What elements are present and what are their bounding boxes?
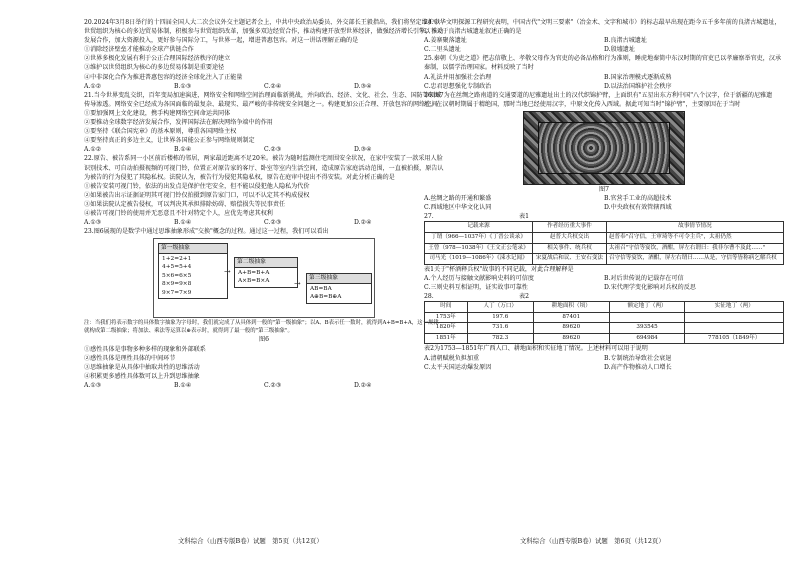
table-cell: 赵普奉"召守信，王审琦等不可令主兵"，太祖仍然 — [606, 232, 783, 243]
page-footer-right: 文科综合（山西专版B卷）试题 第6页（共12页） — [520, 537, 665, 545]
q21-item: ①要加强网上文化建设，携手构建网络空间命运共同体 — [84, 109, 231, 117]
q27-title: 27. 表1 — [424, 213, 529, 221]
q20-stem: 20.2024年3月8日举行的十四届全国人大二次会议外交主题记者会上，中共中央政治局委员、外交部长王毅指出，我们将坚定维护以世贸组织为核心的多边贸易体制，积极参与世贸组织改革，加强多双边经贸合作，推动构建开放型世界经济，做强经济增长引擎，推动发展合作，加大资源投入，更好参与国际分工，与世界一起，增进普惠包容。对这一讲话理解正确的是 — [84, 19, 444, 45]
option: C.②③ — [264, 146, 282, 154]
figure-6-caption: 图6 — [259, 336, 269, 344]
option: D.②④ — [354, 219, 372, 227]
option: B.①④ — [174, 381, 192, 389]
option: B.官营手工业的高超技术 — [604, 195, 672, 203]
option: C.三则史料互相证明，证实故事可靠性 — [424, 283, 528, 291]
table-row — [425, 232, 784, 243]
option: D.殷墟遗址 — [604, 46, 635, 54]
table-cell: 87401 — [533, 312, 609, 323]
q20-options — [84, 82, 444, 91]
table-cell: 王曾（978—1038年）《王文正公笔录》 — [425, 243, 533, 254]
option: A.个人经历与接触文献影响史料的可信度 — [424, 274, 534, 282]
q22-options — [84, 218, 444, 227]
q21-item: ②要推动全球数字经济发展合作，发挥国际法在解决网络争端中的作用 — [84, 119, 273, 127]
table-cell: 赵普大兵权交出 — [533, 232, 607, 243]
option: C.②③ — [264, 219, 282, 227]
table-cell — [685, 323, 784, 334]
option: B.国家治理模式逐渐成熟 — [604, 73, 672, 81]
table-header: 实征地丁（两） — [685, 302, 784, 313]
q23-item: ①感性具体是事物多种多样的现象和外部联系 — [84, 345, 206, 353]
q28-title: 28. 表2 — [424, 292, 529, 300]
option: D.②④ — [354, 381, 372, 389]
option: B.①④ — [174, 146, 192, 154]
q25-options — [424, 73, 784, 91]
table-header: 人丁（万口） — [467, 302, 533, 313]
table-cell — [609, 312, 685, 323]
option: B.①③ — [174, 82, 192, 90]
table-row — [425, 254, 784, 265]
option: A.礼法并用加强社会治理 — [424, 73, 492, 81]
option: A.清朝赋税负担加重 — [424, 354, 480, 362]
table-row — [425, 333, 784, 344]
q21-options — [84, 145, 444, 154]
option: C.忠君思想强化专制政治 — [424, 82, 492, 90]
table-row — [425, 323, 784, 334]
option: B.专制统治导致社会衰退 — [604, 354, 672, 362]
q22-item: ③如果法院认定被告侵权，可以判决其承担排除妨碍、赔偿损失等民事责任 — [84, 200, 286, 208]
table-1 — [424, 221, 784, 264]
table-cell: 宋夏战后和议、王安石变法 — [533, 254, 607, 265]
q20-item: ④中非深化合作为推进普惠包容的经济全球化注入了正能量 — [84, 73, 243, 81]
table-2 — [424, 301, 784, 344]
q21-item: ③要坚持《联合国宪章》的基本原则，尊重各国网络主权 — [84, 128, 237, 136]
option: C.西域地区中华文化认同 — [424, 204, 492, 212]
q27-options — [424, 274, 784, 292]
q22-stem: 22.原告、被告系同一小区前后楼栋的邻居，两家最近距离不足20米。被告为随时监测住宅周围安全状况，在家中安装了一款采用人脸识别技术、可自动拍摄视频的可视门铃，位置正对原告家的客厅、卧室等室内生活空间，造成原告家庭活动范围，一直被拍摄，原告认为被告的行为侵犯了其隐私权。法院认为，被告行为侵犯其隐私权，原告在庭审中提出不得安装。对此分析正确的是 — [84, 155, 444, 181]
table-cell: 1820年 — [425, 323, 468, 334]
q24-stem: 24.中华文明探源工程研究表明，中国古代"文明三要素"（冶金术、文字和城市）的标志最早出现在距今五千多年前的良渚古城遗址，以下关于良渚古城遗址叙述正确的是 — [424, 19, 781, 36]
brocade-arm-guard-image — [523, 111, 685, 185]
option: C.②④ — [264, 82, 282, 90]
option: C.②③ — [264, 381, 282, 389]
q20-item: ②世界多极化发展有利于公正合理国际经济秩序的建立 — [84, 55, 231, 63]
option: B.对后世传说的记载存在可信 — [604, 274, 684, 282]
table-cell: 89620 — [533, 323, 609, 334]
q22-item: ②如果被告出示证据证明其可视门铃仅拍摄到原告家门口，可以不认定其不构成侵权 — [84, 191, 310, 199]
table-cell: 694984 — [609, 333, 685, 344]
table-header: 记载来源 — [425, 222, 533, 233]
q20-item: ①消除经济壁垒才能推动全球产供链合作 — [84, 46, 194, 54]
table-cell: 太祖召"守信等宴饮，酒酣，屏左右谓曰：我非尔曹不及此……" — [606, 243, 783, 254]
option: D.以法治国维护社会秩序 — [604, 82, 672, 90]
q24-options — [424, 36, 784, 54]
q23-options — [84, 381, 444, 390]
right-page — [424, 18, 784, 372]
option: A.①③ — [84, 381, 102, 389]
option: D.宋代理学变化影响对兵权的反思 — [604, 283, 696, 291]
table-cell: 召守信等宴饮，酒酣，屏左右谓曰……从是，守信等皆称病乞解兵权 — [606, 254, 783, 265]
stage-1-title: 第一级抽象 — [159, 244, 227, 254]
option: A.①② — [84, 146, 102, 154]
option: D.中央政权有效管辖西域 — [604, 204, 672, 212]
table-cell: 1753年 — [425, 312, 468, 323]
figure-6 — [153, 238, 375, 318]
q28-options — [424, 354, 784, 372]
table-cell: 731.6 — [467, 323, 533, 334]
stage-1-box — [158, 243, 228, 299]
option: C.太平天国运动爆发原因 — [424, 363, 492, 371]
table-header: 额定地丁（两） — [609, 302, 685, 313]
table-cell: 197.6 — [467, 312, 533, 323]
q26-stem: 26.图7为在丝绸之路南道的交通要道的尼雅遗址出土的汉代织锦护臂，上面织有"五星出东方利中国"八个汉字，位于新疆的尼雅遗址，在汉朝时期属于精绝国，那时当地已经使用汉字，中原文化传入西域。据此可知当时"锦护臂"，主要原因在于当时 — [424, 91, 773, 108]
figure-6-note: 注：当我们将表示数字的具体数字抽象为字母时，我们就完成了从具体到一般的"第一级抽象"；以A、B表示任一数时，就得到A+B=B+A，这一规律就构成第二级抽象；将加法、乘法等运算以⊕表示时，就得到了最一般的"第三级抽象"。 — [84, 320, 439, 334]
table-cell: 1851年 — [425, 333, 468, 344]
table-header: 耕地面积（顷） — [533, 302, 609, 313]
option: B.良渚古城遗址 — [604, 37, 647, 45]
stage-3-line: A⊕B=B⊕A — [310, 294, 342, 301]
stage-2-box — [234, 257, 298, 288]
table-cell: 丁谓（966—1037年）《丁晋公谈录》 — [425, 232, 533, 243]
stage-1-line: 1+2=2+1 — [162, 255, 192, 262]
table-row — [425, 312, 784, 323]
q26-options — [424, 194, 784, 212]
stage-1-line: 8×9=9×8 — [162, 281, 192, 288]
table-cell: 司马光（1019—1086年）《涑水记闻》 — [425, 254, 533, 265]
stage-2-title: 第二级抽象 — [235, 258, 297, 268]
q23-item: ③思维抽象是从具体中抽取共性的思维活动 — [84, 363, 200, 371]
q21-item: ④要坚持真正的多边主义，让世界各国能公正参与网络规则制定 — [84, 137, 255, 145]
stage-2-line: A×B=B×A — [238, 278, 270, 285]
table-row — [425, 243, 784, 254]
q23-stem: 23.图6展现的是数学中通过思维抽象形成"交换"概念的过程。通过这一过程，我们可以看出 — [84, 228, 329, 236]
option: A.①② — [84, 82, 102, 90]
table-cell: 393545 — [609, 323, 685, 334]
option: A.姜寨聚落遗址 — [424, 37, 467, 45]
option: D.高产作物推动人口增长 — [604, 363, 672, 371]
arrow-right-icon: → — [224, 267, 231, 277]
stage-3-box — [306, 273, 372, 304]
arrow-right-icon: → — [294, 279, 301, 289]
q27-question: 表1关于"杯酒释兵权"故事的不同记载，对此合理解释是 — [424, 265, 574, 273]
table-cell: 778105（1849年） — [685, 333, 784, 344]
table-header: 故事情节情况 — [606, 222, 783, 233]
q28-question: 表2为1753—1851年广西人口、耕地面积和实征地丁情况。上述材料可以用于说明 — [424, 345, 648, 353]
q25-stem: 25.秦朝《为吏之道》把志信敬上、孝敬父母作为官吏的必备品格和行为准则，睡虎地秦简中东汉时期的官吏已以孝廉察举官吏，汉承秦制，以儒学治理国家。材料反映了当时 — [424, 55, 782, 72]
q23-item: ④积累更多感性具体数可以上升到思维抽象 — [84, 372, 200, 380]
stage-1-line: 5×6=6×5 — [162, 272, 192, 279]
q21-stem: 21.当今世界变乱交织，百年变局加速演进，网络安全和网络空间治理面临新挑战，并向政治、经济、文化、社会、生态、国防等领域传导渗透。网络安全已经成为各国面临的最复杂、最现实、最严峻的非传统安全问题之一。构建更加公正合理、开放包容的网络空间 — [84, 91, 442, 108]
table-cell: 89620 — [533, 333, 609, 344]
q22-item: ④被告可视门铃的使用并无恶意且不针对特定个人，应优先考虑其权利 — [84, 209, 273, 217]
option: D.③④ — [354, 82, 372, 90]
table-header: 时间 — [425, 302, 468, 313]
stage-1-line: 4+5=5+4 — [162, 264, 192, 271]
stage-3-title: 第三级抽象 — [307, 274, 371, 284]
left-page — [84, 18, 444, 390]
stage-1-line: 9×7=7×9 — [162, 289, 192, 296]
table-cell: 782.3 — [467, 333, 533, 344]
table-header: 作者经历重大事件 — [533, 222, 607, 233]
q22-item: ①被告安装可视门铃，依法的出发点是保护住宅安全，但不能以侵犯他人隐私为代价 — [84, 182, 310, 190]
option: D.③④ — [354, 146, 372, 154]
page-footer-left: 文科综合（山西专版B卷）试题 第5页（共12页） — [178, 537, 323, 545]
option: C.二里头遗址 — [424, 46, 461, 54]
option: A.丝绸之路的开通和繁盛 — [424, 195, 492, 203]
stage-2-line: A+B=B+A — [238, 269, 270, 276]
table-cell — [685, 312, 784, 323]
option: A.①③ — [84, 219, 102, 227]
table-cell: 相关事件、统兵权 — [533, 243, 607, 254]
stage-3-line: AB=BA — [310, 285, 332, 292]
q23-item: ②感性具体是理性具体的中间环节 — [84, 354, 176, 362]
q20-item: ③维护以世贸组织为核心的多边贸易体制是重要途径 — [84, 64, 225, 72]
figure-7-caption: 图7 — [599, 185, 609, 193]
option: B.①④ — [174, 219, 192, 227]
